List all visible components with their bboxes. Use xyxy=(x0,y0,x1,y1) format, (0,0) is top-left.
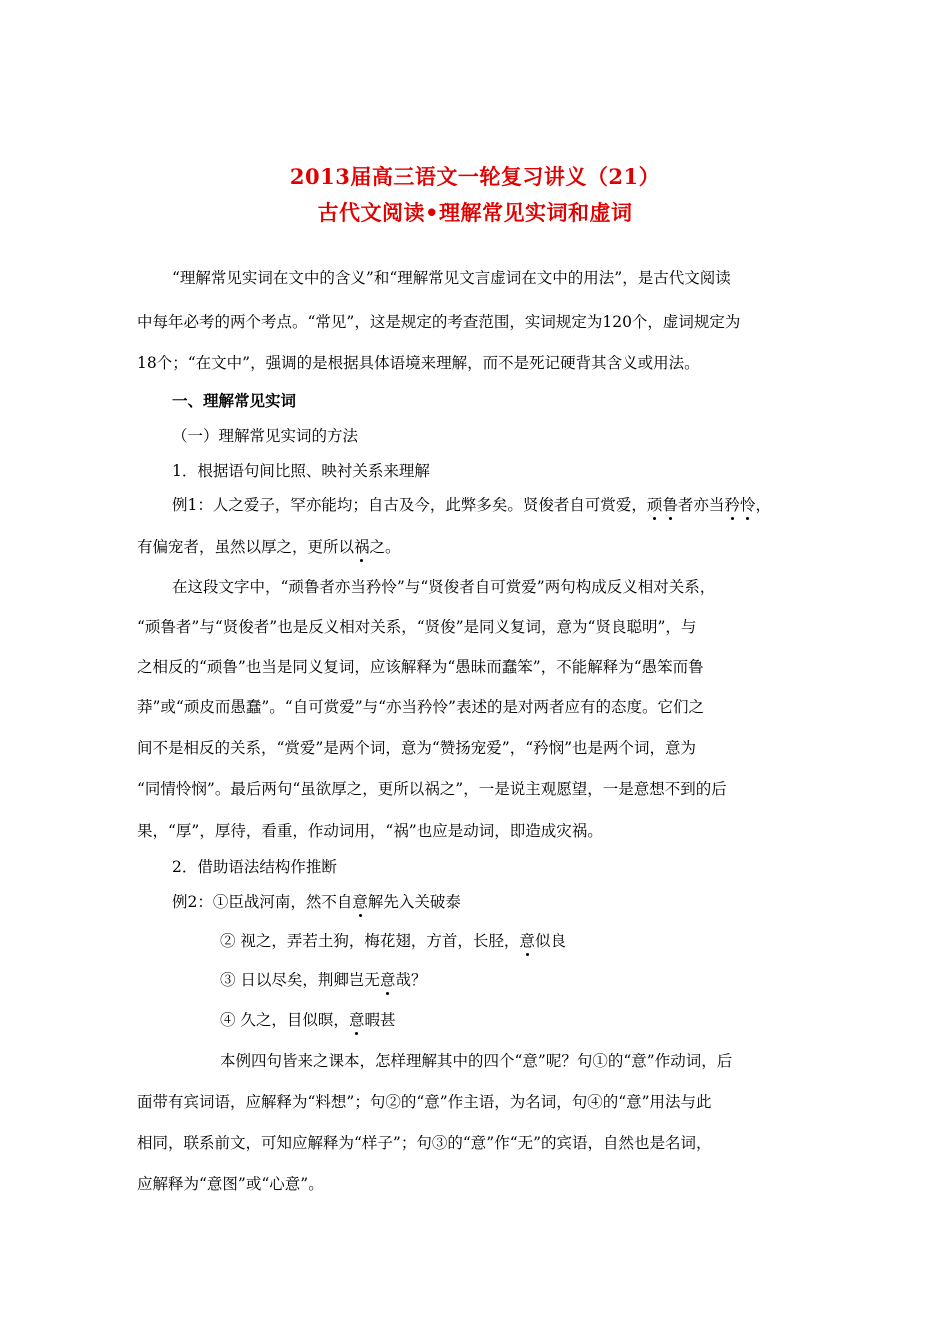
method-1-heading: 1．根据语句间比照、映衬关系来理解 xyxy=(172,462,430,480)
dotted-char: 意 xyxy=(352,893,368,911)
analysis-1-line-1: 在这段文字中，“顽鲁者亦当矜怜”与“贤俊者自可赏爱”两句构成反义相对关系， xyxy=(172,578,716,596)
section-heading: 一、理解常见实词 xyxy=(172,391,297,410)
example-2-text: 似良 xyxy=(534,932,566,950)
document-title: 2013届高三语文一轮复习讲义（21） xyxy=(289,164,661,189)
dotted-char: 鲁 xyxy=(662,496,678,514)
example-2-sentence-4 xyxy=(220,1010,395,1030)
example-2-sentence-1 xyxy=(172,892,461,912)
dotted-char: 意 xyxy=(379,971,396,989)
analysis-1-line-3: 之相反的“顽鲁”也当是同义复词，应该解释为“愚昧而蠢笨”，不能解释为“愚笨而鲁 xyxy=(137,658,704,676)
example-2-text: ③ 日以尽矣，荆卿岂无 xyxy=(220,971,380,989)
example-1-text-d: 有偏宠者，虽然以厚之，更所以 xyxy=(137,538,355,556)
intro-line-2: 中每年必考的两个考点。“常见”，这是规定的考查范围，实词规定为120个，虚词规定为 xyxy=(137,313,741,331)
example-1-text-c: ， xyxy=(755,496,771,514)
example-2-text: ② 视之，弄若土狗，梅花翅，方首，长胫， xyxy=(220,932,520,950)
example-1-line-2 xyxy=(137,537,401,557)
analysis-2-line-2: 面带有宾词语，应解释为“料想”；句②的“意”作主语，为名词，句④的“意”用法与此 xyxy=(137,1093,712,1111)
example-2-text: 哉？ xyxy=(395,971,427,989)
dotted-char: 怜 xyxy=(739,496,756,514)
analysis-2-line-3: 相同，联系前文，可知应解释为“样子”；句③的“意”作“无”的宾语，自然也是名词， xyxy=(137,1134,712,1152)
dotted-char: 矜 xyxy=(724,496,740,514)
document-subtitle: 古代文阅读•理解常见实词和虚词 xyxy=(317,200,633,225)
example-1-text-e: 之。 xyxy=(369,538,401,556)
analysis-2-line-4: 应解释为“意图”或“心意”。 xyxy=(137,1175,324,1193)
analysis-1-line-4: 莽”或“顽皮而愚蠢”。“自可赏爱”与“亦当矜怜”表述的是对两者应有的态度。它们之 xyxy=(137,698,704,716)
method-2-heading: 2．借助语法结构作推断 xyxy=(172,858,337,876)
intro-line-1: “理解常见实词在文中的含义”和“理解常见文言虚词在文中的用法”，是古代文阅读 xyxy=(172,269,731,287)
analysis-1-line-7: 果，“厚”，厚待，看重，作动词用，“祸”也应是动词，即造成灾祸。 xyxy=(137,822,603,840)
analysis-1-line-5: 间不是相反的关系，“赏爱”是两个词，意为“赞扬宠爱”，“矜悯”也是两个词，意为 xyxy=(137,739,697,757)
example-1-text-a: 例1：人之爱子，罕亦能均；自古及今，此弊多矣。贤俊者自可赏爱， xyxy=(172,496,647,514)
dotted-char: 意 xyxy=(519,932,535,950)
section-subheading: （一）理解常见实词的方法 xyxy=(172,427,359,445)
example-1-text-b: 者亦当 xyxy=(677,496,725,514)
dotted-char: 意 xyxy=(348,1011,365,1029)
example-2-text: ④ 久之，目似暝， xyxy=(220,1011,349,1029)
example-2-sentence-2 xyxy=(220,931,566,951)
intro-line-3: 18个；“在文中”，强调的是根据具体语境来理解，而不是死记硬背其含义或用法。 xyxy=(137,354,700,372)
example-2-text: 暇甚 xyxy=(364,1011,396,1029)
example-2-text: 例2：①臣战河南，然不自 xyxy=(172,893,353,911)
analysis-1-line-2: “顽鲁者”与“贤俊者”也是反义相对关系，“贤俊”是同义复词，意为“贤良聪明”，与 xyxy=(137,618,697,636)
example-1-line-1 xyxy=(172,495,771,515)
example-2-sentence-3 xyxy=(220,970,426,990)
analysis-1-line-6: “同情怜悯”。最后两句“虽欲厚之，更所以祸之”，一是说主观愿望，一是意想不到的后 xyxy=(137,780,727,798)
example-2-text: 解先入关破泰 xyxy=(367,893,461,911)
dotted-char: 祸 xyxy=(354,538,370,556)
dotted-char: 顽 xyxy=(646,496,663,514)
analysis-2-line-1: 本例四句皆来之课本，怎样理解其中的四个“意”呢？句①的“意”作动词，后 xyxy=(220,1052,733,1070)
